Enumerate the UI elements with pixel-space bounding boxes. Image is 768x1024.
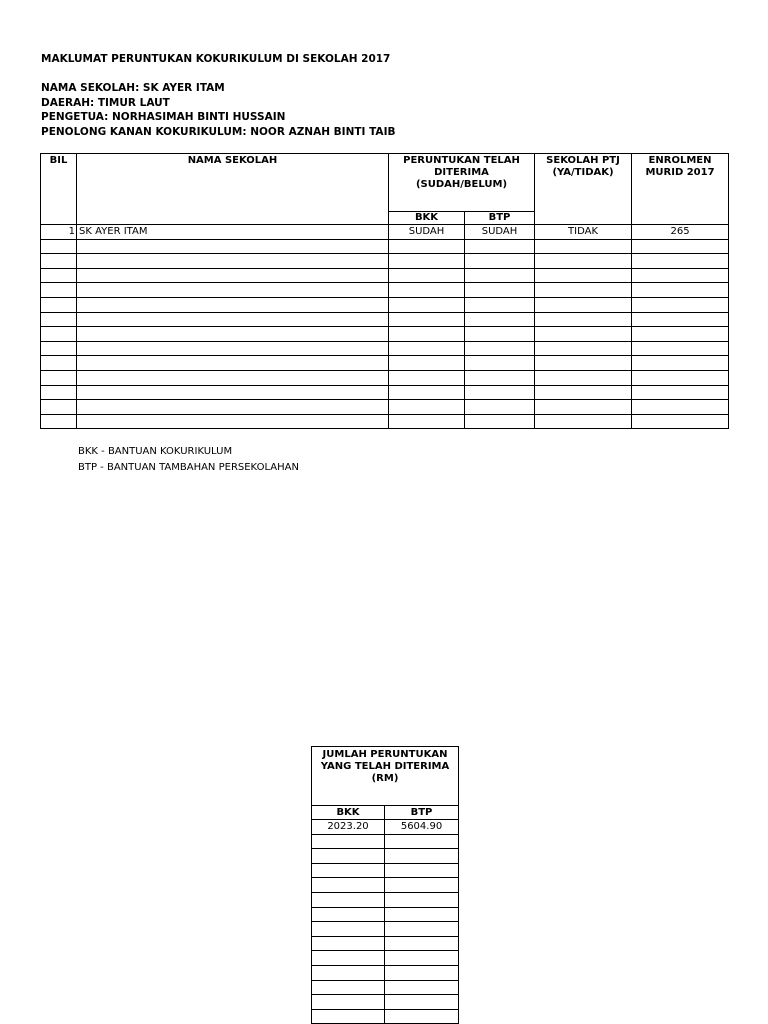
- cell-nama-sekolah: [77, 400, 389, 415]
- cell-total-bkk: [312, 878, 385, 893]
- cell-enrolmen: [632, 254, 729, 269]
- school-info: [41, 81, 395, 139]
- cell-enrolmen: [632, 297, 729, 312]
- cell-nama-sekolah: SK AYER ITAM: [77, 225, 389, 240]
- table-row: [312, 907, 459, 922]
- cell-btp-status: [465, 370, 535, 385]
- cell-bkk-status: SUDAH: [389, 225, 465, 240]
- header-total-bkk: BKK: [312, 806, 385, 820]
- cell-btp-status: SUDAH: [465, 225, 535, 240]
- cell-bkk-status: [389, 327, 465, 342]
- cell-total-btp: [385, 936, 459, 951]
- school-name-line: NAMA SEKOLAH: SK AYER ITAM: [41, 82, 225, 94]
- table-row: [312, 820, 459, 835]
- cell-enrolmen: [632, 312, 729, 327]
- cell-sekolah-ptj: [535, 297, 632, 312]
- cell-bkk-status: [389, 341, 465, 356]
- header-total-btp: BTP: [385, 806, 459, 820]
- cell-enrolmen: [632, 400, 729, 415]
- cell-total-bkk: 2023.20: [312, 820, 385, 835]
- cell-bil: [41, 385, 77, 400]
- cell-sekolah-ptj: [535, 414, 632, 429]
- table-row: [312, 922, 459, 937]
- cell-total-btp: [385, 878, 459, 893]
- table-row: [41, 327, 729, 342]
- table-row: [312, 980, 459, 995]
- cell-total-bkk: [312, 849, 385, 864]
- table-row: [41, 400, 729, 415]
- table-row: [312, 878, 459, 893]
- cell-enrolmen: [632, 414, 729, 429]
- cell-total-btp: [385, 922, 459, 937]
- cell-total-bkk: [312, 995, 385, 1010]
- cell-bkk-status: [389, 414, 465, 429]
- table-row: [41, 239, 729, 254]
- district-line: DAERAH: TIMUR LAUT: [41, 96, 170, 109]
- cell-bkk-status: [389, 239, 465, 254]
- cell-sekolah-ptj: [535, 268, 632, 283]
- allocation-table: [40, 153, 729, 429]
- header-peruntukan: PERUNTUKAN TELAH DITERIMA (SUDAH/BELUM): [389, 154, 535, 212]
- cell-bil: [41, 400, 77, 415]
- cell-total-btp: 5604.90: [385, 820, 459, 835]
- cell-total-btp: [385, 965, 459, 980]
- cell-bil: [41, 312, 77, 327]
- cell-sekolah-ptj: [535, 370, 632, 385]
- header-btp: BTP: [465, 212, 535, 225]
- cell-total-btp: [385, 863, 459, 878]
- cell-bkk-status: [389, 283, 465, 298]
- cell-total-bkk: [312, 863, 385, 878]
- cell-bil: [41, 254, 77, 269]
- cell-btp-status: [465, 283, 535, 298]
- cell-bil: [41, 239, 77, 254]
- cell-enrolmen: 265: [632, 225, 729, 240]
- cell-btp-status: [465, 400, 535, 415]
- principal-line: PENGETUA: NORHASIMAH BINTI HUSSAIN: [41, 111, 286, 123]
- cell-bkk-status: [389, 312, 465, 327]
- cell-total-bkk: [312, 980, 385, 995]
- cell-total-bkk: [312, 907, 385, 922]
- cell-nama-sekolah: [77, 414, 389, 429]
- table-row: [312, 995, 459, 1010]
- allocation-table-body: [41, 225, 729, 429]
- cell-bkk-status: [389, 400, 465, 415]
- cell-total-btp: [385, 1009, 459, 1024]
- cell-bil: [41, 356, 77, 371]
- cell-sekolah-ptj: [535, 327, 632, 342]
- table-row: [312, 1009, 459, 1024]
- cell-enrolmen: [632, 283, 729, 298]
- cell-btp-status: [465, 341, 535, 356]
- cocurriculum-assistant-line: PENOLONG KANAN KOKURIKULUM: NOOR AZNAH BINTI TAIB: [41, 125, 396, 138]
- table-row: [312, 849, 459, 864]
- cell-total-btp: [385, 849, 459, 864]
- table-row: [41, 341, 729, 356]
- cell-bkk-status: [389, 268, 465, 283]
- cell-nama-sekolah: [77, 385, 389, 400]
- table-row: [41, 312, 729, 327]
- cell-bil: [41, 370, 77, 385]
- cell-nama-sekolah: [77, 370, 389, 385]
- cell-btp-status: [465, 239, 535, 254]
- cell-btp-status: [465, 356, 535, 371]
- total-allocation-body: [312, 820, 459, 1024]
- cell-nama-sekolah: [77, 268, 389, 283]
- cell-total-btp: [385, 892, 459, 907]
- cell-sekolah-ptj: [535, 239, 632, 254]
- cell-bkk-status: [389, 370, 465, 385]
- cell-nama-sekolah: [77, 312, 389, 327]
- table-row: [41, 268, 729, 283]
- cell-bil: 1: [41, 225, 77, 240]
- cell-enrolmen: [632, 356, 729, 371]
- table-row: [41, 254, 729, 269]
- cell-total-bkk: [312, 1009, 385, 1024]
- table-row: [312, 965, 459, 980]
- cell-enrolmen: [632, 370, 729, 385]
- cell-enrolmen: [632, 327, 729, 342]
- cell-sekolah-ptj: [535, 283, 632, 298]
- cell-total-btp: [385, 834, 459, 849]
- cell-bil: [41, 268, 77, 283]
- cell-nama-sekolah: [77, 341, 389, 356]
- cell-nama-sekolah: [77, 239, 389, 254]
- cell-btp-status: [465, 297, 535, 312]
- cell-btp-status: [465, 254, 535, 269]
- table-row: [312, 892, 459, 907]
- cell-nama-sekolah: [77, 327, 389, 342]
- cell-bkk-status: [389, 385, 465, 400]
- cell-sekolah-ptj: [535, 254, 632, 269]
- table-row: [41, 370, 729, 385]
- cell-bil: [41, 327, 77, 342]
- cell-sekolah-ptj: [535, 385, 632, 400]
- cell-sekolah-ptj: TIDAK: [535, 225, 632, 240]
- cell-btp-status: [465, 414, 535, 429]
- table-row: [41, 297, 729, 312]
- header-jumlah-peruntukan: JUMLAH PERUNTUKAN YANG TELAH DITERIMA (RM): [312, 747, 459, 806]
- cell-btp-status: [465, 327, 535, 342]
- cell-total-btp: [385, 980, 459, 995]
- total-allocation-table: [311, 746, 459, 1024]
- cell-total-btp: [385, 995, 459, 1010]
- cell-sekolah-ptj: [535, 400, 632, 415]
- header-enrolmen: ENROLMEN MURID 2017: [632, 154, 729, 225]
- cell-total-bkk: [312, 834, 385, 849]
- cell-total-bkk: [312, 922, 385, 937]
- cell-sekolah-ptj: [535, 341, 632, 356]
- header-bkk: BKK: [389, 212, 465, 225]
- cell-nama-sekolah: [77, 356, 389, 371]
- header-nama-sekolah: NAMA SEKOLAH: [77, 154, 389, 225]
- cell-enrolmen: [632, 341, 729, 356]
- cell-bkk-status: [389, 356, 465, 371]
- legend-bkk: BKK - BANTUAN KOKURIKULUM: [78, 446, 233, 457]
- cell-bil: [41, 341, 77, 356]
- header-sekolah-ptj: SEKOLAH PTJ (YA/TIDAK): [535, 154, 632, 225]
- cell-sekolah-ptj: [535, 356, 632, 371]
- cell-bil: [41, 297, 77, 312]
- cell-total-btp: [385, 951, 459, 966]
- table-row: [312, 834, 459, 849]
- document-title: MAKLUMAT PERUNTUKAN KOKURIKULUM DI SEKOLAH 2017: [41, 53, 391, 65]
- cell-bil: [41, 283, 77, 298]
- table-row: [312, 863, 459, 878]
- cell-total-bkk: [312, 965, 385, 980]
- cell-enrolmen: [632, 239, 729, 254]
- cell-btp-status: [465, 385, 535, 400]
- table-row: [312, 936, 459, 951]
- cell-btp-status: [465, 268, 535, 283]
- cell-sekolah-ptj: [535, 312, 632, 327]
- cell-nama-sekolah: [77, 283, 389, 298]
- table-row: [312, 951, 459, 966]
- header-bil: BIL: [41, 154, 77, 225]
- cell-total-bkk: [312, 951, 385, 966]
- cell-total-btp: [385, 907, 459, 922]
- cell-total-bkk: [312, 936, 385, 951]
- table-row: [41, 385, 729, 400]
- table-row: [41, 356, 729, 371]
- cell-bkk-status: [389, 254, 465, 269]
- legend-btp: BTP - BANTUAN TAMBAHAN PERSEKOLAHAN: [78, 461, 299, 473]
- cell-bkk-status: [389, 297, 465, 312]
- cell-nama-sekolah: [77, 297, 389, 312]
- cell-total-bkk: [312, 892, 385, 907]
- table-row: [41, 225, 729, 240]
- table-row: [41, 414, 729, 429]
- cell-enrolmen: [632, 385, 729, 400]
- cell-enrolmen: [632, 268, 729, 283]
- cell-nama-sekolah: [77, 254, 389, 269]
- abbreviation-legend: [78, 444, 299, 475]
- cell-btp-status: [465, 312, 535, 327]
- cell-bil: [41, 414, 77, 429]
- table-row: [41, 283, 729, 298]
